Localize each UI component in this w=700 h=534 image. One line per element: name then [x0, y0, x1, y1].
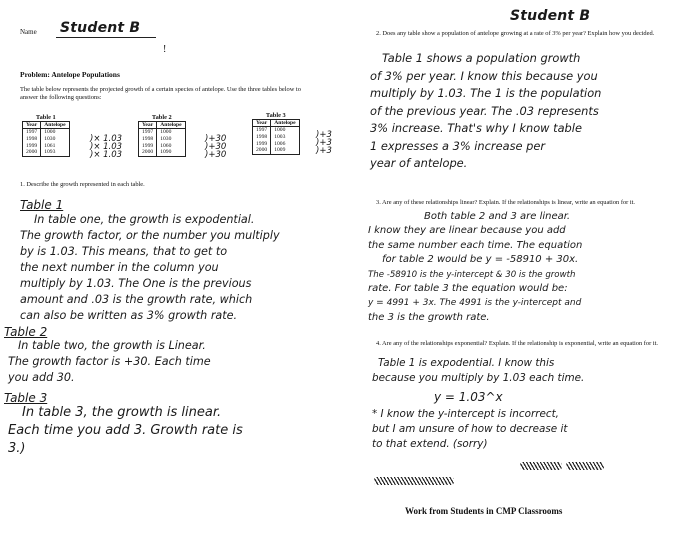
table-1-notes	[90, 135, 122, 160]
handwritten-line: the same number each time. The equation	[368, 239, 583, 251]
table-1-title: Table 1	[35, 114, 56, 121]
table-cell: 1998	[23, 136, 41, 143]
handwritten-line: by is 1.03. This means, that to get to	[20, 245, 228, 258]
table-row	[253, 134, 300, 141]
handwritten-line: Both table 2 and 3 are linear.	[424, 211, 571, 222]
handwritten-line: to that extend. (sorry)	[372, 438, 488, 450]
handwritten-line: In table 3, the growth is linear.	[22, 405, 222, 420]
table-cell: 1009	[271, 147, 299, 154]
handwritten-line: multiply by 1.03. The One is the previous	[20, 277, 252, 290]
table-note: )× 1.03	[90, 142, 123, 153]
table-2	[138, 114, 186, 157]
answer-1-table1-text	[20, 212, 350, 324]
table-header: Antelope	[271, 120, 299, 127]
table-cell: 1998	[139, 136, 157, 143]
table-1-grid	[22, 121, 70, 157]
table-cell: 1000	[271, 127, 299, 134]
table-row	[23, 136, 70, 143]
table-header: Antelope	[41, 122, 69, 129]
name-underline	[56, 37, 156, 38]
table-note: )+3	[316, 130, 332, 140]
handwritten-line: of the previous year. The .03 represents	[370, 103, 599, 118]
table-row	[253, 127, 300, 134]
table-cell: 2000	[23, 149, 41, 156]
table-cell: 1997	[253, 127, 271, 134]
table-2-notes	[205, 135, 226, 160]
table-cell: 1999	[253, 141, 271, 148]
table-note: )+3	[316, 146, 332, 157]
handwritten-line: the next number in the column you	[20, 261, 219, 274]
table-cell: 1030	[157, 136, 185, 143]
scribble-mark	[374, 477, 454, 485]
handwritten-line: year of antelope.	[370, 156, 468, 170]
handwritten-line: of 3% per year. I know this because you	[370, 68, 598, 83]
handwritten-line: multiply by 1.03. The 1 is the population	[370, 86, 602, 100]
handwritten-line: In table two, the growth is Linear.	[18, 339, 206, 352]
table-note: )+3	[316, 138, 332, 149]
student-name-top: Student B	[510, 8, 591, 24]
table-cell: 1999	[139, 143, 157, 150]
scribble-mark	[520, 462, 562, 470]
handwritten-line: The -58910 is the y-intercept & 30 is the growth	[368, 269, 576, 280]
table-note: )+30	[205, 142, 227, 153]
table-3-notes	[316, 131, 332, 156]
table-note: )+30	[205, 150, 227, 161]
table-cell: 1997	[23, 129, 41, 136]
table-3	[252, 112, 300, 155]
table-row	[139, 143, 186, 150]
handwritten-line: rate. For table 3 the equation would be:	[368, 283, 568, 295]
problem-intro: The table below represents the projected growth of a certain species of antelope. Use the three tables below to answer the following questions:	[20, 86, 301, 101]
stray-mark: !	[163, 44, 167, 55]
table-cell: 2000	[139, 149, 157, 156]
table-cell: 1998	[253, 134, 271, 141]
name-label: Name	[20, 28, 37, 36]
table-header: Antelope	[157, 122, 185, 129]
handwritten-line: the 3 is the growth rate.	[368, 311, 490, 323]
table-cell: 1997	[139, 129, 157, 136]
table-cell: 1093	[41, 149, 69, 156]
table-2-grid	[138, 121, 186, 157]
handwritten-line: Table 1 shows a population growth	[382, 51, 581, 65]
table-cell: 1090	[157, 149, 185, 156]
question-4: 4. Are any of the relationships exponential? Explain. If the relationship is exponential, write an equation for it.	[376, 340, 658, 347]
handwritten-line: can also be written as 3% growth rate.	[20, 309, 238, 322]
handwritten-line: Each time you add 3. Growth rate is	[8, 423, 243, 438]
table-row	[139, 129, 186, 136]
answer-4-text	[372, 356, 692, 452]
student-name: Student B	[60, 20, 141, 36]
handwritten-line: 3.)	[8, 441, 26, 456]
answer-1-table2-text	[8, 338, 338, 386]
handwritten-line: Table 1 is expodential. I know this	[378, 357, 555, 369]
table-header: Year	[23, 122, 41, 129]
table-row	[253, 141, 300, 148]
scribble-out	[520, 457, 604, 475]
handwritten-line: * I know the y-intercept is incorrect,	[372, 408, 559, 420]
handwritten-line: The growth factor is +30. Each time	[8, 355, 211, 368]
table-row	[23, 129, 70, 136]
question-2: 2. Does any table show a population of antelope growing at a rate of 3% per year? Explain how you decided.	[376, 30, 655, 37]
handwritten-line: y = 1.03^x	[434, 390, 503, 404]
handwritten-line: 3% increase. That's why I know table	[370, 121, 582, 135]
table-row	[23, 149, 70, 156]
table-cell: 1060	[157, 143, 185, 150]
table-3-title: Table 3	[265, 112, 286, 119]
table-cell: 1000	[157, 129, 185, 136]
table-note: )× 1.03	[90, 134, 123, 144]
table-cell: 1999	[23, 143, 41, 150]
table-note: )+30	[205, 134, 227, 144]
answer-1-table2-heading: Table 2	[4, 325, 48, 339]
answer-1-table3-heading: Table 3	[4, 391, 48, 405]
handwritten-line: because you multiply by 1.03 each time.	[372, 372, 585, 384]
handwritten-line: you add 30.	[8, 371, 75, 384]
table-row	[253, 147, 300, 154]
handwritten-line: 1 expresses a 3% increase per	[370, 138, 546, 153]
handwritten-line: but I am unsure of how to decrease it	[372, 423, 568, 435]
table-header: Year	[253, 120, 271, 127]
table-cell: 1003	[271, 134, 299, 141]
table-cell: 1000	[41, 129, 69, 136]
problem-title: Problem: Antelope Populations	[20, 70, 120, 79]
table-row	[23, 143, 70, 150]
scribble-mark	[566, 462, 604, 470]
answer-2-text	[370, 50, 690, 173]
handwritten-line: amount and .03 is the growth rate, which	[20, 293, 253, 306]
handwritten-line: In table one, the growth is expodential.	[34, 213, 255, 226]
handwritten-line: y = 4991 + 3x. The 4991 is the y-intercept and	[368, 298, 582, 309]
table-cell: 1030	[41, 136, 69, 143]
table-1	[22, 114, 70, 157]
table-cell: 1006	[271, 141, 299, 148]
table-row	[139, 136, 186, 143]
answer-3-text	[368, 210, 693, 325]
answer-1-table3-text	[8, 404, 338, 458]
table-header: Year	[139, 122, 157, 129]
table-2-title: Table 2	[151, 114, 172, 121]
table-row	[139, 149, 186, 156]
handwritten-line: The growth factor, or the number you multiply	[20, 229, 280, 242]
question-3: 3. Are any of these relationships linear? Explain. If the relationships is linear, write an equation for it.	[376, 199, 636, 206]
table-note: )× 1.03	[90, 150, 123, 161]
scribble-out-2	[374, 472, 454, 490]
question-1: 1. Describe the growth represented in each table.	[20, 181, 145, 188]
handwritten-line: for table 2 would be y = -58910 + 30x.	[382, 254, 579, 266]
answer-1-table1-heading: Table 1	[20, 198, 64, 212]
table-cell: 1061	[41, 143, 69, 150]
table-cell: 2000	[253, 147, 271, 154]
handwritten-line: I know they are linear because you add	[368, 225, 566, 237]
table-3-grid	[252, 119, 300, 155]
footer-caption: Work from Students in CMP Classrooms	[405, 506, 563, 516]
